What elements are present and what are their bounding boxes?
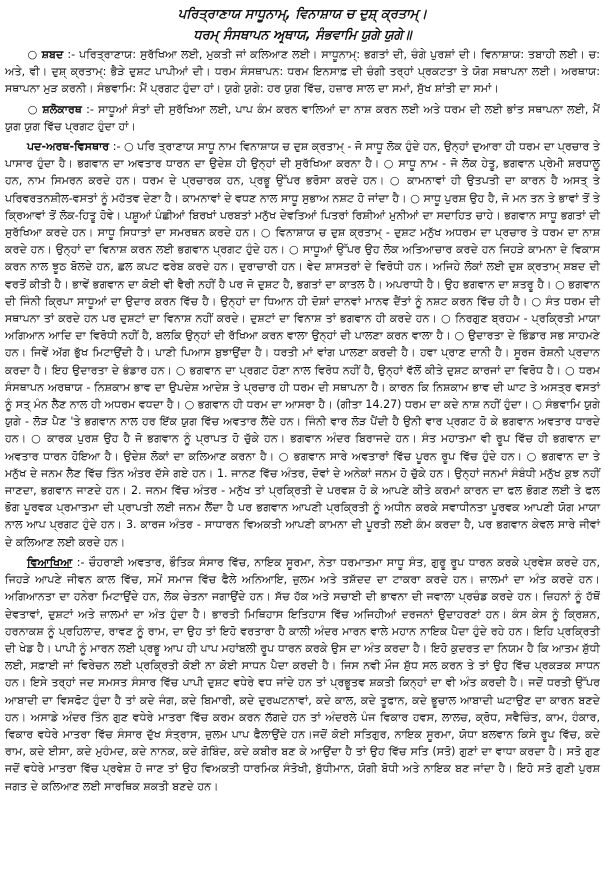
shlokarth-label: ਸ਼ਲੋਕਾਰਥ: [42, 102, 82, 116]
vyakhya-section: [5, 554, 600, 795]
shlokarth-text: :- ਸਾਧੂਆਂ ਸੰਤਾਂ ਦੀ ਸੁਰੱਖਿਆ ਲਈ, ਪਾਪ ਕੰਮ ਕਰਨ ਵਾਲਿਆਂ ਦਾ ਨਾਸ਼ ਕਰਨ ਲਈ ਅਤੇ ਧਰਮ ਦੀ ਲਈ ਭਾਂਤ ਸਥਾਪਨਾ ਲਈ, ਮੈਂ ਯੁਗ ਯੁਗ ਵਿੱਚ ਪ੍ਰਗਟ ਹੁੰਦਾ ਹਾਂ।: [5, 102, 600, 133]
bullet: ○: [27, 48, 38, 61]
shlokarth-section: [5, 101, 600, 135]
vyakhya-text: :- ਚੌਹਰਾਈ ਅਵਤਾਰ, ਭੌਤਿਕ ਸੰਸਾਰ ਵਿੱਚ, ਨਾਇਕ ਸੂਰਮਾ, ਨੇਤਾ ਧਰਮਾਤਮਾ ਸਾਧੂ ਸੰਤ, ਗੁਰੂ ਰੂਪ ਧਾਰਨ ਕਰਕੇ ਪ੍ਰਵੇਸ਼ ਕਰਦੇ ਹਨ, ਜਿਹੜੇ ਆਪਣੇ ਜੀਵਨ ਕਾਲ ਵਿੱਚ, ਸਮੇਂ ਸਮਾਜ ਵਿੱਚ ਫੈਲੇ ਅਨਿਆਇ, ਜ਼ੁਲਮ ਅਤੇ ਤਸ਼ੱਦਦ ਦਾ ਟਾਕਰਾ ਕਰਦੇ ਹਨ। ਜ਼ਾਲਮਾਂ ਦਾ ਅੰਤ ਕਰਦੇ ਹਨ। ਅਗਿਆਨਤਾ ਦਾ ਹਨੇਰਾ ਮਿਟਾਉਂਦੇ ਹਨ, ਲੋਕ ਚੇਤਨਾ ਜਗਾਉਂਦੇ ਹਨ। ਸੱਚ ਹੱਕ ਅਤੇ ਸਚਾਈ ਦੀ ਭਾਵਨਾ ਦੀ ਜਵਾਲਾ ਪ੍ਰਚੰਡ ਕਰਦੇ ਹਨ। ਜ਼ਿਹਨਾਂ ਨੂੰ ਹੱਥੋਂ ਦੇਵਤਾਵਾਂ, ਦੁਸ਼ਟਾਂ ਅਤੇ ਜ਼ਾਲਮਾਂ ਦਾ ਅੰਤ ਹੁੰਦਾ ਹੈ। ਭਾਰਤੀ ਮਿਥਿਹਾਸ ਇਤਿਹਾਸ ਵਿੱਚ ਅਜਿਹੀਆਂ ਦਰਜਨਾਂ ਉਦਾਹਰਣਾਂ ਹਨ। ਕੰਸ ਕੇਸ ਨੂੰ ਕ੍ਰਿਸ਼ਨ, ਹਰਨਾਕਸ਼ ਨੂੰ ਪ੍ਰਹਿਲਾਦ, ਰਾਵਣ ਨੂੰ ਰਾਮ, ਦਾ ਉਹ ਤਾਂ ਇਹੋ ਵਰਤਾਰਾ ਹੈ ਕਾਲੀ ਅੰਦਰ ਮਾਰਨ ਵਾਲੇ ਮਹਾਨ ਨਾਇਕ ਪੈਦਾ ਹੁੰਦੇ ਰਹੇ ਹਨ। ਇਹਿ ਪ੍ਰਕ੍ਰਿਤੀ ਦੀ ਖੇਡ ਹੈ। ਪਾਪੀ ਨੂੰ ਮਾਰਨ ਲਈ ਪ੍ਰਭੂ ਆਪ ਹੀ ਪਾਪ ਮਹਾਂਬਲੀ ਰੂਪ ਧਾਰਨ ਕਰਕੇ ਉਸ ਦਾ ਅੰਤ ਕਰਦਾ ਹੈ। ਇਹੋ ਕੁਦਰਤ ਦਾ ਨਿਯਮ ਹੈ ਕਿ ਆਤਮ ਸ਼ੁੱਧੀ ਲਈ, ਸਫ਼ਾਈ ਜਾਂ ਵਿਰੇਚਨ ਲਈ ਪ੍ਰਕ੍ਰਿਤੀ ਕੋਈ ਨਾ ਕੋਈ ਸਾਧਨ ਪੈਦਾ ਕਰਦੀ ਹੈ। ਜਿਸ ਨਵੀ ਮੌਜ ਸ਼ੁੱਧ ਸਲ ਕਰਨ ਤੇ ਤਾਂ ਉਹ ਵਿੱਚ ਪ੍ਰਕੜਕ ਸਾਧਨ ਹਨ। ਇਸੇ ਤਰ੍ਹਾਂ ਜਦ ਸਮਸਤ ਸੰਸਾਰ ਵਿੱਚ ਪਾਪੀ ਦੁਸ਼ਟ ਵਧੇਰੇ ਵਧ ਜਾਂਦੇ ਹਨ ਤਾਂ ਪ੍ਰਭੂਤਵ ਸ਼ਕਤੀ ਕਿਨ੍ਹਾਂ ਦਾ ਵੀ ਅੰਤ ਕਰਦੀ ਹੈ। ਜਦੋਂ ਧਰਤੀ ਉੱਪਰ ਆਬਾਦੀ ਦਾ ਵਿਸਫੋਟ ਹੁੰਦਾ ਹੈ ਤਾਂ ਕਦੇ ਜੰਗ, ਕਦੇ ਬਿਮਾਰੀ, ਕਦੇ ਦੁਰਘਟਨਾਵਾਂ, ਕਦੇ ਕਾਲ, ਕਦੇ ਤੂਫਾਨ, ਕਦੇ ਭੂਚਾਲ ਆਬਾਦੀ ਘਟਾਉਣ ਦਾ ਕਾਰਨ ਬਣਦੇ ਹਨ। ਅਸਾਡੇ ਅੰਦਰ ਤਿੰਨ ਗੁਣ ਵਧੇਰੇ ਮਾਤਰਾ ਵਿੱਚ ਕਰਮ ਕਰਨ ਲੱਗਦੇ ਹਨ ਤਾਂ ਅੰਦਰਲੇ ਪੰਜ ਵਿਕਾਰ ਹਵਸ, ਲਾਲਚ, ਕ੍ਰੋਧ, ਸਵੈਚਿੰਤ, ਕਾਮ, ਹੰਕਾਰ, ਵਿਕਾਰ ਵਧੇਰੇ ਮਾਤਰਾ ਵਿੱਚ ਸੰਸਾਰ ਦੁੱਖ ਸੰਤ੍ਰਾਸ, ਜ਼ੁਲਮ ਪਾਪ ਫੈਲਾਉਂਦੇ ਹਨ।ਜਦੋਂ ਕੋਈ ਸਤਿਗੁਰ, ਨਾਇਕ ਸੂਰਮਾ, ਯੋਧਾ ਬਲਵਾਨ ਕਿਸੇ ਰੂਪ ਵਿੱਚ, ਕਦੇ ਰਾਮ, ਕਦੇ ਈਸਾ, ਕਦੇ ਮੁਹੰਮਦ, ਕਦੇ ਨਾਨਕ, ਕਦੇ ਗੋਬਿੰਦ, ਕਦੇ ਕਬੀਰ ਬਣ ਕੇ ਆਉਂਦਾ ਹੈ ਤਾਂ ਉਹ ਵਿੱਚ ਸਤਿ (ਸਤੋ) ਗੁਣਾਂ ਦਾ ਵਾਧਾ ਕਰਦਾ ਹੈ। ਸਤੋ ਗੁਣ ਜਦੋਂ ਵਧੇਰੇ ਮਾਤਰਾ ਵਿੱਚ ਪ੍ਰਵੇਸ਼ ਹੋ ਜਾਣ ਤਾਂ ਉਹ ਵਿਅਕਤੀ ਧਾਰਮਿਕ ਸੰਤੋਖੀ, ਬੁੱਧੀਮਾਨ, ਯੋਗੀ ਬੋਧੀ ਅਤੇ ਨਾਇਕ ਬਣ ਜਾਂਦਾ ਹੈ। ਇਹੋ ਸਤੋ ਗੁਣੀ ਪੁਰਸ਼ ਜਗਤ ਦੇ ਕਲਿਆਣ ਲਈ ਸਾਰਥਿਕ ਸ਼ਕਤੀ ਬਣਦੇ ਹਨ।: [5, 555, 600, 793]
shabad-section: [5, 46, 600, 98]
shabad-text: :- ਪਰਿਤ੍ਰਾਣਾਯ: ਸੁਰੱਖਿਆ ਲਈ, ਮੁਕਤੀ ਜਾਂ ਕਲਿਆਣ ਲਈ। ਸਾਧੂਨਾਮ੍: ਭਗਤਾਂ ਦੀ, ਚੰਗੇ ਪੁਰਸ਼ਾਂ ਦੀ। ਵਿਨਾਸ਼ਾਯ: ਤਬਾਹੀ ਲਈ। ਚ: ਅਤੇ, ਵੀ। ਦੁਸ਼੍ ਕ੍ਰਤਾਮ੍: ਭੈੜੇ ਦੁਸ਼ਟ ਪਾਪੀਆਂ ਦੀ। ਧਰਮ ਸੰਸਥਾਪਨ: ਧਰਮ ਇਨਸਾਫ਼ ਦੀ ਚੰਗੀ ਤਰ੍ਹਾਂ ਪ੍ਰਕਟਤਾ ਤੇ ਯੋਗ ਸਥਾਪਨਾ ਲਈ। ਅਰਥਾਯ: ਸਥਾਪਨਾ ਮੁੜ ਕਰਨੀ। ਸੰਭਵਾਮਿ: ਮੈਂ ਪ੍ਰਗਟ ਹੁੰਦਾ ਹਾਂ। ਯੁਗੇ ਯੁਗੇ: ਹਰ ਯੁਗ ਵਿੱਚ, ਹਜ਼ਾਰ ਸਾਲ ਦਾ ਸਮਾਂ, ਸੁੱਖ ਸ਼ਾਂਤੀ ਦਾ ਸਮਾਂ।: [5, 48, 600, 96]
pad-arth-label: ਪਦ-ਅਰਥ-ਵਿਸਥਾਰ: [27, 140, 110, 154]
pad-arth-text: :- ○ ਪਰਿ ਤ੍ਰਾਣਾਯ ਸਾਧੂ ਨਾਮ ਵਿਨਾਸ਼ਾਯ ਚ ਦੁਸ਼ ਕ੍ਰਤਾਮ੍ - ਜੋ ਸਾਧੂ ਲੋਕ ਹੁੰਦੇ ਹਨ, ਉਨ੍ਹਾਂ ਦੁਆਰਾ ਹੀ ਧਰਮ ਦਾ ਪ੍ਰਚਾਰ ਤੇ ਪਾਸਾਰ ਹੁੰਦਾ ਹੈ। ਭਗਵਾਨ ਦਾ ਅਵਤਾਰ ਧਾਰਨ ਦਾ ਉਦੇਸ਼ ਹੀ ਉਨ੍ਹਾਂ ਦੀ ਸੁਰੱਖਿਆ ਕਰਨਾ ਹੈ। ○ ਸਾਧੂ ਨਾਮ - ਜੋ ਲੋਕ ਹੇਤੂ, ਭਗਵਾਨ ਪ੍ਰੇਮੀ ਸ਼ਰਧਾਲੂ ਹਨ, ਨਾਮ ਸਿਮਰਨ ਕਰਦੇ ਹਨ। ਧਰਮ ਦੇ ਪ੍ਰਚਾਰਕ ਹਨ, ਪ੍ਰਭੂ ਉੱਪਰ ਭਰੋਸਾ ਕਰਦੇ ਹਨ। ○ ਕਾਮਨਾਵਾਂ ਹੀ ਉਤਪਤੀ ਦਾ ਕਾਰਨ ਹੈ ਅਸਤ੍ ਤੇ ਪਰਿਵਰਤਨਸ਼ੀਲ-ਵਸਤਾਂ ਨੂੰ ਮਹੱਤਵ ਦੇਣਾ ਹੈ। ਕਾਮਨਾਵਾਂ ਦੇ ਵਧਣ ਨਾਲ ਸਾਧੂ ਸੁਭਾਅ ਨਸ਼ਟ ਹੋ ਜਾਂਦਾ ਹੈ। ○ ਸਾਧੂ ਪੁਰਸ਼ ਉਹ ਹੈ, ਜੋ ਮਨ ਤਨ ਤੇ ਭਾਵਾਂ ਤੋਂ ਤੇ ਕ੍ਰਿਆਵਾਂ ਤੋਂ ਲੋਕ-ਹਿਤੂ ਹੋਵੇ। ਪਸ਼ੂਆਂ ਪੰਛੀਆਂ ਬਿਰਖਾਂ ਪਰਬਤਾਂ ਮਨੁੱਖ ਦੇਵਤਿਆਂ ਪਿਤਰਾਂ ਰਿਸ਼ੀਆਂ ਮੁਨੀਆਂ ਦਾ ਸਦਾਹਿਤ ਚਾਹੇ। ਭਗਵਾਨ ਸਾਧੂ ਭਗਤਾਂ ਦੀ ਸੁਰੱਖਿਆ ਕਰਦੇ ਹਨ। ਸਾਧੂ ਸਿਧਾਤਾਂ ਦਾ ਸਮਰਥਨ ਕਰਦੇ ਹਨ। ○ ਵਿਨਾਸ਼ਾਯ ਚ ਦੁਸ਼ ਕ੍ਰਤਾਮ੍ - ਦੁਸ਼ਟ ਮਨੁੱਖ ਅਧਰਮ ਦਾ ਪ੍ਰਚਾਰ ਤੇ ਧਰਮ ਦਾ ਨਾਸ਼ ਕਰਦੇ ਹਨ। ਉਨ੍ਹਾਂ ਦਾ ਵਿਨਾਸ਼ ਕਰਨ ਲਈ ਭਗਵਾਨ ਪ੍ਰਗਟ ਹੁੰਦੇ ਹਨ। ○ ਸਾਧੂਆਂ ਉੱਪਰ ਉਹ ਲੋਕ ਅਤਿਆਚਾਰ ਕਰਦੇ ਹਨ ਜਿਹੜੇ ਕਾਮਨਾ ਦੇ ਵਿਕਾਸ ਕਰਨ ਨਾਲ ਝੂਠ ਬੋਲਦੇ ਹਨ, ਛਲ ਕਪਟ ਫਰੇਬ ਕਰਦੇ ਹਨ। ਦੁਰਾਚਾਰੀ ਹਨ। ਵੇਦ ਸ਼ਾਸਤਰਾਂ ਦੇ ਵਿਰੋਧੀ ਹਨ। ਅਜਿਹੇ ਲੋਕਾਂ ਲਈ ਦੁਸ਼ ਕ੍ਰਤਾਮ੍ ਸ਼ਬਦ ਦੀ ਵਰਤੋਂ ਕੀਤੀ ਹੈ। ਭਾਵੇਂ ਭਗਵਾਨ ਦਾ ਕੋਈ ਵੀ ਵੈਰੀ ਨਹੀਂ ਹੈ ਪਰ ਜੋ ਦੁਸ਼ਟ ਹੈ, ਭਗਤਾਂ ਦਾ ਕਾਤਲ ਹੈ। ਅਪਰਾਧੀ ਹੈ। ਉਹ ਭਗਵਾਨ ਦਾ ਸ਼ਤਰੂ ਹੈ। ○ ਭਗਵਾਨ ਦੀ ਜਿੰਨੀ ਕ੍ਰਿਪਾ ਸਾਧੂਆਂ ਦਾ ਉਦਾਰ ਕਰਨ ਵਿੱਚ ਹੈ। ਉਨ੍ਹਾਂ ਦਾ ਧਿਆਨ ਹੀ ਦੋਸ਼ਾਂ ਦਾਨਵਾਂ ਮਾਨਵ ਦੈਂਤਾਂ ਨੂੰ ਨਸ਼ਟ ਕਰਨ ਵਿੱਚ ਹੀ ਹੈ। ○ ਸੰਤ ਧਰਮ ਦੀ ਸਥਾਪਨਾ ਤਾਂ ਕਰਦੇ ਹਨ ਪਰ ਦੁਸ਼ਟਾਂ ਦਾ ਵਿਨਾਸ਼ ਨਹੀਂ ਕਰਦੇ। ਦੁਸ਼ਟਾਂ ਦਾ ਵਿਨਾਸ਼ ਤਾਂ ਭਗਵਾਨ ਹੀ ਕਰਦੇ ਹਨ। ○ ਨਿਰਗੁਣ ਬ੍ਰਹਮ - ਪ੍ਰਕ੍ਰਿਤੀ ਮਾਯਾ ਅਗਿਆਨ ਆਦਿ ਦਾ ਵਿਰੋਧੀ ਨਹੀਂ ਹੈ, ਬਲਕਿ ਉਨ੍ਹਾਂ ਦੀ ਰੱਖਿਆ ਕਰਨ ਵਾਲਾ ਉਨ੍ਹਾਂ ਦੀ ਪਾਲਣਾ ਕਰਨ ਵਾਲਾ ਹੈ। ○ ਉਦਾਰਤਾ ਦੇ ਭਿੰਡਾਰ ਸਭ ਸਾਹਮਣੇ ਹਨ। ਜਿਵੇਂ ਅੱਗ ਭੁੱਖ ਮਿਟਾਉਂਦੀ ਹੈ। ਪਾਣੀ ਪਿਆਸ ਬੁਝਾਉਂਦਾ ਹੈ। ਧਰਤੀ ਮਾਂ ਵਾਂਗ ਪਾਲਣਾ ਕਰਦੀ ਹੈ। ਹਵਾ ਪ੍ਰਾਣ ਦਾਨੀ ਹੈ। ਸੂਰਜ ਰੋਸ਼ਨੀ ਪ੍ਰਦਾਨ ਕਰਦਾ ਹੈ। ਇਹ ਉਦਾਰਤਾ ਦੇ ਭੰਡਾਰ ਹਨ। ○ ਭਗਵਾਨ ਦਾ ਪ੍ਰਗਟ ਹੋਣਾ ਨਾਲ ਵਿਰੋਧ ਨਹੀਂ ਹੈ, ਉਨ੍ਹਾਂ ਵੱਲੋਂ ਕੀਤੇ ਦੁਸ਼ਟ ਕਾਰਜਾਂ ਦਾ ਵਿਰੋਧ ਹੈ। ○ ਧਰਮ ਸੰਸਥਾਪਨ ਅਰਥਾਯ - ਨਿਸ਼ਕਾਮ ਭਾਵ ਦਾ ਉਪਦੇਸ਼ ਆਦੇਸ਼ ਤੇ ਪ੍ਰਚਾਰ ਹੀ ਧਰਮ ਦੀ ਸਥਾਪਨਾ ਹੈ। ਕਾਰਨ ਕਿ ਨਿਸ਼ਕਾਮ ਭਾਵ ਦੀ ਘਾਟ ਤੇ ਅਸਤ੍ਰ ਵਸਤਾਂ ਨੂੰ ਸਤ੍ ਮੰਨ ਲੈਣ ਨਾਲ ਹੀ ਅਧਰਮ ਵਧਦਾ ਹੈ। ○ ਭਗਵਾਨ ਹੀ ਧਰਮ ਦਾ ਆਸਰਾ ਹੈ। (ਗੀਤਾ 14.27) ਧਰਮ ਦਾ ਕਦੇ ਨਾਸ਼ ਨਹੀਂ ਹੁੰਦਾ। ○ ਸੰਭਵਾਮਿ ਯੁਗੇ ਯੁਗੇ - ਲੋੜ ਪੈਣ 'ਤੇ ਭਗਵਾਨ ਨਾਲ ਹਰ ਇੱਕ ਯੁਗ ਵਿੱਚ ਅਵਤਾਰ ਲੈਂਦੇ ਹਨ। ਜਿੰਨੀ ਵਾਰ ਲੋੜ ਪੈਂਦੀ ਹੈ ਉਨੀ ਵਾਰ ਪ੍ਰਗਟ ਹੋ ਕੇ ਭਗਵਾਨ ਅਵਤਾਰ ਧਾਰਦੇ ਹਨ। ○ ਕਾਰਕ ਪੁਰਸ਼ ਉਹ ਹੈ ਜੋ ਭਗਵਾਨ ਨੂੰ ਪ੍ਰਾਪਤ ਹੋ ਚੁੱਕੇ ਹਨ। ਭਗਵਾਨ ਅੰਦਰ ਬਿਰਾਜਦੇ ਹਨ। ਸੰਤ ਮਹਾਤਮਾ ਵੀ ਰੂਪ ਵਿੱਚ ਹੀ ਭਗਵਾਨ ਦਾ ਅਵਤਾਰ ਧਾਰਨ ਹੋਇਆ ਹੈ। ਉਦੇਸ਼ ਲੋਕਾਂ ਦਾ ਕਲਿਆਣ ਕਰਨਾ ਹੈ। ○ ਭਗਵਾਨ ਸਾਰੇ ਅਵਤਾਰਾਂ ਵਿੱਚ ਪੂਰਨ ਰੂਪ ਵਿੱਚ ਹੁੰਦੇ ਹਨ। ○ ਭਗਵਾਨ ਦਾ ਤੇ ਮਨੁੱਖ ਦੇ ਜਨਮ ਲੈਣ ਵਿੱਚ ਤਿੰਨ ਅੰਤਰ ਦੱਸੇ ਗਏ ਹਨ। 1. ਜਾਨਣ ਵਿੱਚ ਅੰਤਰ, ਦੋਵਾਂ ਦੇ ਅਨੇਕਾਂ ਜਨਮ ਹੋ ਚੁੱਕੇ ਹਨ। ਉਨ੍ਹਾਂ ਜਨਮਾਂ ਸੰਬੰਧੀ ਮਨੁੱਖ ਕੁਝ ਨਹੀਂ ਜਾਣਦਾ, ਭਗਵਾਨ ਜਾਣਦੇ ਹਨ। 2. ਜਨਮ ਵਿੱਚ ਅੰਤਰ - ਮਨੁੱਖ ਤਾਂ ਪ੍ਰਕ੍ਰਿਤੀ ਦੇ ਪਰਵਸ਼ ਹੋ ਕੇ ਆਪਣੇ ਕੀਤੇ ਕਰਮਾਂ ਕਾਰਨ ਦਾ ਫਲ ਭੋਗਣ ਲਈ ਤੇ ਫਲ ਭੋਗ ਪੂਰਵਕ ਪ੍ਰਮਾਤਮਾ ਦੀ ਪ੍ਰਾਪਤੀ ਲਈ ਜਨਮ ਲੈਂਦਾ ਹੈ ਪਰ ਭਗਵਾਨ ਆਪਣੀ ਪ੍ਰਕ੍ਰਿਤੀ ਨੂੰ ਅਧੀਨ ਕਰਕੇ ਸਵਾਧੀਨਤਾ ਪੂਰਵਕ ਆਪਣੀ ਯੋਗ ਮਾਯਾ ਨਾਲ ਆਪ ਪ੍ਰਗਟ ਹੁੰਦੇ ਹਨ। 3. ਕਾਰਜ ਅੰਤਰ - ਸਾਧਾਰਨ ਵਿਅਕਤੀ ਆਪਣੀ ਕਾਮਨਾ ਦੀ ਪੂਰਤੀ ਲਈ ਕੰਮ ਕਰਦਾ ਹੈ, ਪਰ ਭਗਵਾਨ ਕੇਵਲ ਸਾਰੇ ਜੀਵਾਂ ਦੇ ਕਲਿਆਣ ਲਈ ਕਰਦੇ ਹਨ।: [5, 140, 600, 549]
verse-line-2: ਧਰਮ੍ ਸੰਸਥਾਪਨ ਅਰ੍ਥਾਯ, ਸੰਭਵਾਮਿ ਯੁਗੇ ਯੁਗੇ॥: [193, 28, 412, 43]
shabad-label: ਸ਼ਬਦ: [41, 48, 64, 61]
sanskrit-verse: [5, 4, 600, 46]
verse-line-1: ਪਰਿਤ੍ਰਾਣਾਯ ਸਾਧੂਨਾਮ੍, ਵਿਨਾਸ਼ਾਯ ਚ ਦੁਸ਼੍ ਕ੍ਰਤਾਮ੍।: [177, 7, 428, 22]
bullet: ○: [27, 102, 39, 116]
pad-arth-section: [5, 138, 600, 551]
vyakhya-label: ਵਿਆਖਿਆ: [27, 555, 73, 569]
